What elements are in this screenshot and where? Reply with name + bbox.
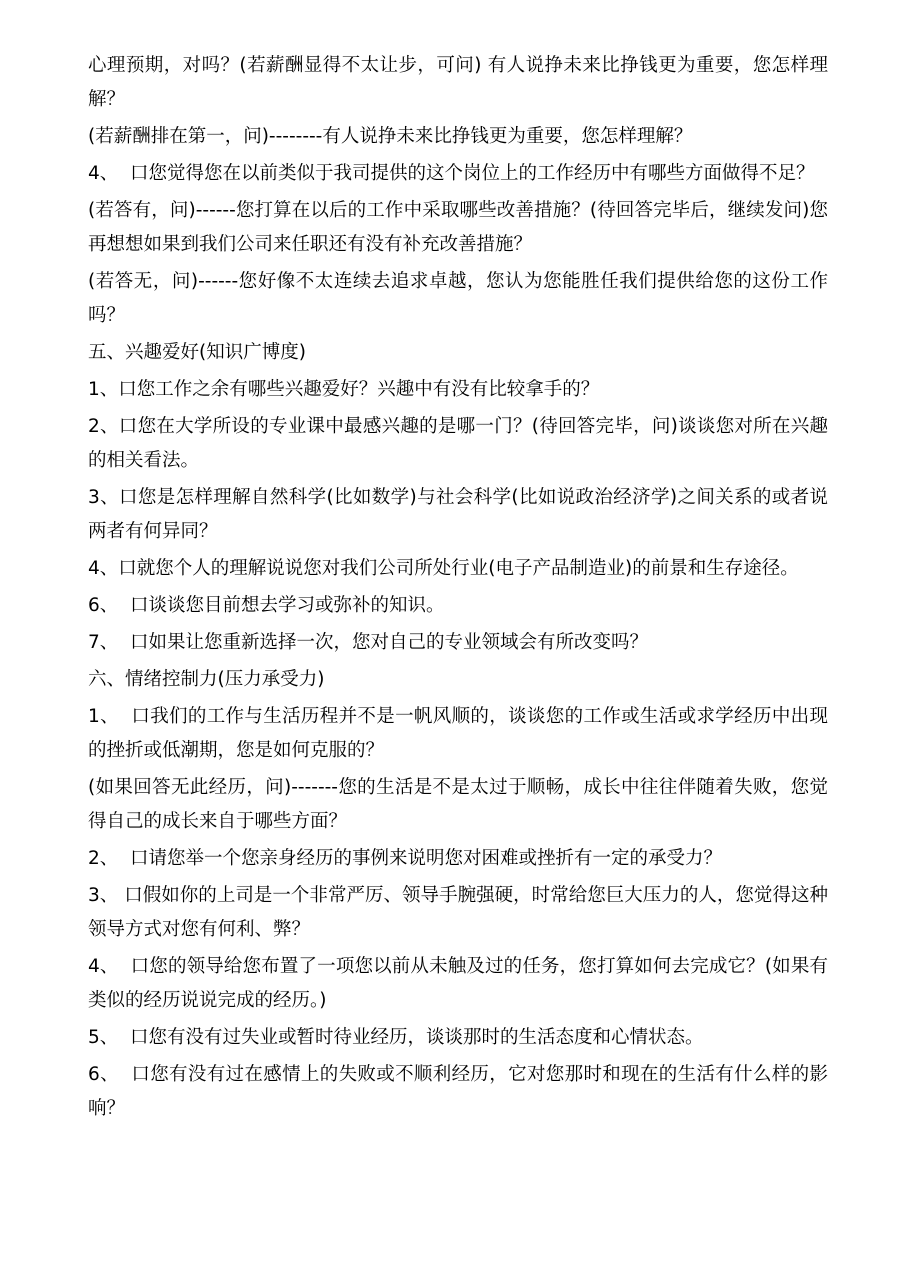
paragraph-if-yes: (若答有，问)------您打算在以后的工作中采取哪些改善措施？(待回答完毕后，继续发问)您再想想如果到我们公司来任职还有没有补充改善措施？ — [88, 200, 828, 255]
emotion-question-2: 2、 口请您举一个您亲身经历的事例来说明您对困难或挫折有一定的承受力？ — [88, 848, 723, 869]
document-page — [88, 49, 828, 1129]
hobbies-question-7: 7、 口如果让您重新选择一次，您对自己的专业领域会有所改变吗？ — [88, 632, 649, 653]
emotion-question-3: 3、 口假如你的上司是一个非常严厉、领导手腕强硬，时常给您巨大压力的人，您觉得这种领导方式对您有何利、弊？ — [88, 885, 828, 940]
hobbies-question-4: 4、口就您个人的理解说说您对我们公司所处行业(电子产品制造业)的前景和生存途径。 — [88, 558, 799, 579]
paragraph-salary-first: (若薪酬排在第一，问)--------有人说挣未来比挣钱更为重要，您怎样理解？ — [88, 126, 693, 147]
section-heading-emotion-control: 六、情绪控制力(压力承受力) — [88, 669, 325, 690]
paragraph-salary-expectation: 心理预期，对吗？(若薪酬显得不太让步，可问) 有人说挣未来比挣钱更为重要，您怎样理解？ — [88, 55, 828, 110]
question-4-shortcomings: 4、 口您觉得您在以前类似于我司提供的这个岗位上的工作经历中有哪些方面做得不足？ — [88, 163, 815, 184]
paragraph-if-no: (若答无，问)------您好像不太连续去追求卓越，您认为您能胜任我们提供给您的这份工作吗？ — [88, 271, 828, 326]
emotion-question-4: 4、 口您的领导给您布置了一项您以前从未触及过的任务，您打算如何去完成它？(如果有类似的经历说说完成的经历。) — [88, 956, 828, 1011]
hobbies-question-1: 1、口您工作之余有哪些兴趣爱好？兴趣中有没有比较拿手的？ — [88, 379, 600, 400]
paragraph-if-no-experience: (如果回答无此经历，问)-------您的生活是不是太过于顺畅，成长中往往伴随着失败，您觉得自己的成长来自于哪些方面？ — [88, 777, 828, 832]
emotion-question-5: 5、 口您有没有过失业或暂时待业经历，谈谈那时的生活态度和心情状态。 — [88, 1027, 704, 1048]
hobbies-question-2: 2、口您在大学所设的专业课中最感兴趣的是哪一门？(待回答完毕，问)谈谈您对所在兴趣的相关看法。 — [88, 416, 828, 471]
hobbies-question-3: 3、口您是怎样理解自然科学(比如数学)与社会科学(比如说政治经济学)之间关系的或者说两者有何异同？ — [88, 487, 828, 542]
hobbies-question-6: 6、 口谈谈您目前想去学习或弥补的知识。 — [88, 595, 445, 616]
emotion-question-6: 6、 口您有没有过在感情上的失败或不顺利经历，它对您那时和现在的生活有什么样的影响？ — [88, 1064, 828, 1119]
emotion-question-1: 1、 口我们的工作与生活历程并不是一帆风顺的，谈谈您的工作或生活或求学经历中出现的挫折或低潮期，您是如何克服的？ — [88, 706, 828, 761]
section-heading-hobbies: 五、兴趣爱好(知识广博度) — [88, 342, 306, 363]
